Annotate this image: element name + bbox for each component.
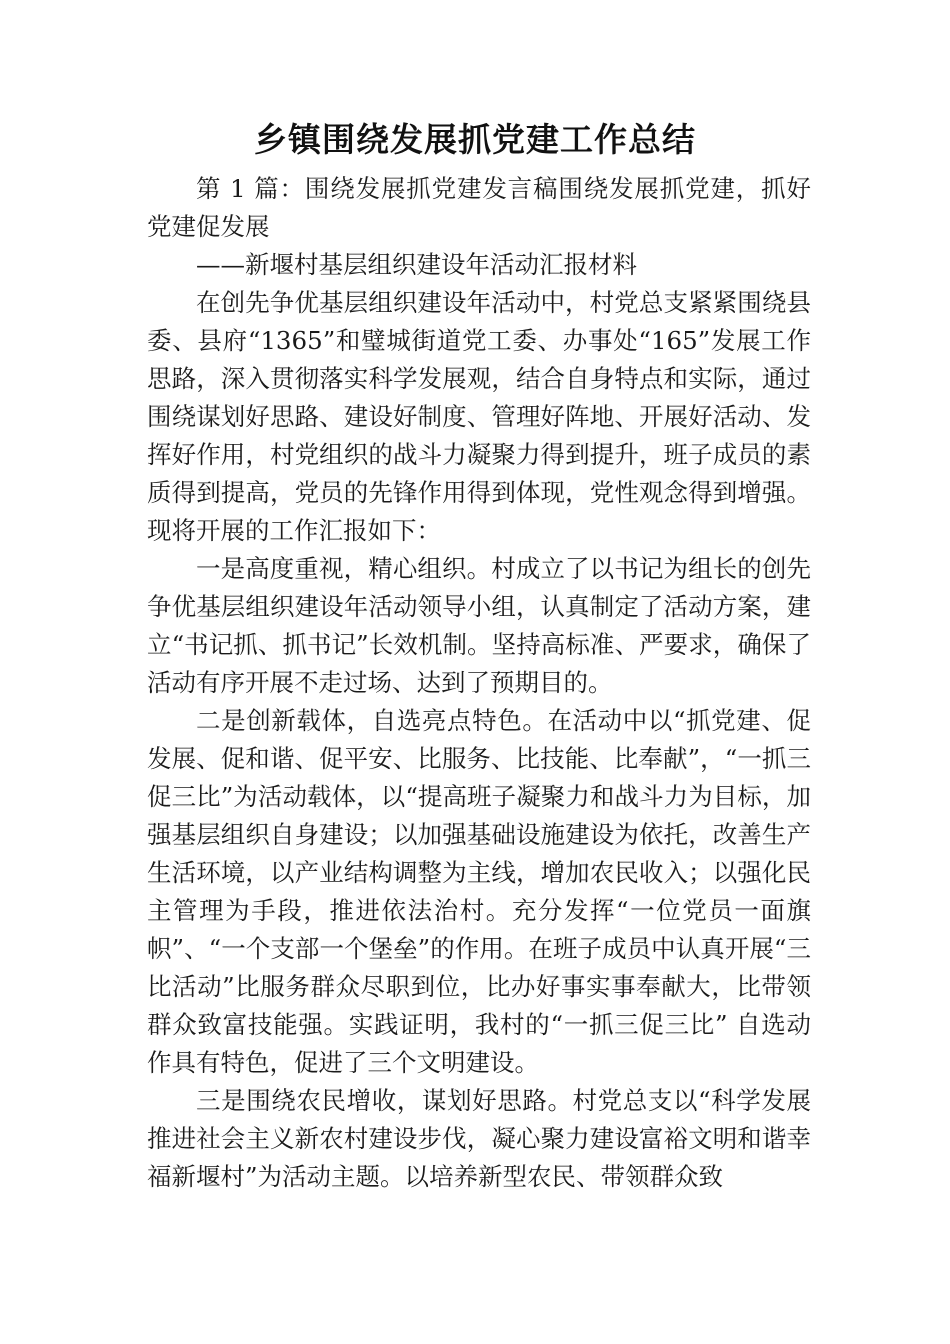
paragraph-heading: 第 1 篇：围绕发展抓党建发言稿围绕发展抓党建，抓好党建促发展	[147, 174, 811, 241]
paragraph-point-two: 二是创新载体，自选亮点特色。在活动中以“抓党建、促发展、促和谐、促平安、比服务、比技能、比奉献”，“一抓三促三比”为活动载体，以“提高班子凝聚力和战斗力为目标，加强基层组织自身建设；以加强基础设施建设为依托，改善生产生活环境，以产业结构调整为主线，增加农民收入；以强化民主管理为手段，推进依法治村。充分发挥“一位党员一面旗帜”、“一个支部一个堡垒”的作用。在班子成员中认真开展“三比活动”比服务群众尽职到位，比办好事实事奉献大，比带领群众致富技能强。实践证明，我村的“一抓三促三比” 自选动作具有特色，促进了三个文明建设。	[147, 706, 811, 1077]
paragraph-intro: 在创先争优基层组织建设年活动中，村党总支紧紧围绕县委、县府“1365”和璧城街道党工委、办事处“165”发展工作思路，深入贯彻落实科学发展观，结合自身特点和实际，通过围绕谋划好思路、建设好制度、管理好阵地、开展好活动、发挥好作用，村党组织的战斗力凝聚力得到提升，班子成员的素质得到提高，党员的先锋作用得到体现，党性观念得到增强。现将开展的工作汇报如下：	[147, 288, 811, 545]
paragraph-subtitle: ——新堰村基层组织建设年活动汇报材料	[196, 250, 637, 279]
paragraph-point-one: 一是高度重视，精心组织。村成立了以书记为组长的创先争优基层组织建设年活动领导小组，认真制定了活动方案，建立“书记抓、抓书记”长效机制。坚持高标准、严要求，确保了活动有序开展不走过场、达到了预期目的。	[147, 554, 811, 697]
document-title: 乡镇围绕发展抓党建工作总结	[254, 120, 696, 159]
paragraph-point-three: 三是围绕农民增收，谋划好思路。村党总支以“科学发展推进社会主义新农村建设步伐，凝心聚力建设富裕文明和谐幸福新堰村”为活动主题。以培养新型农民、带领群众致	[147, 1086, 811, 1191]
document-body	[147, 170, 811, 1196]
